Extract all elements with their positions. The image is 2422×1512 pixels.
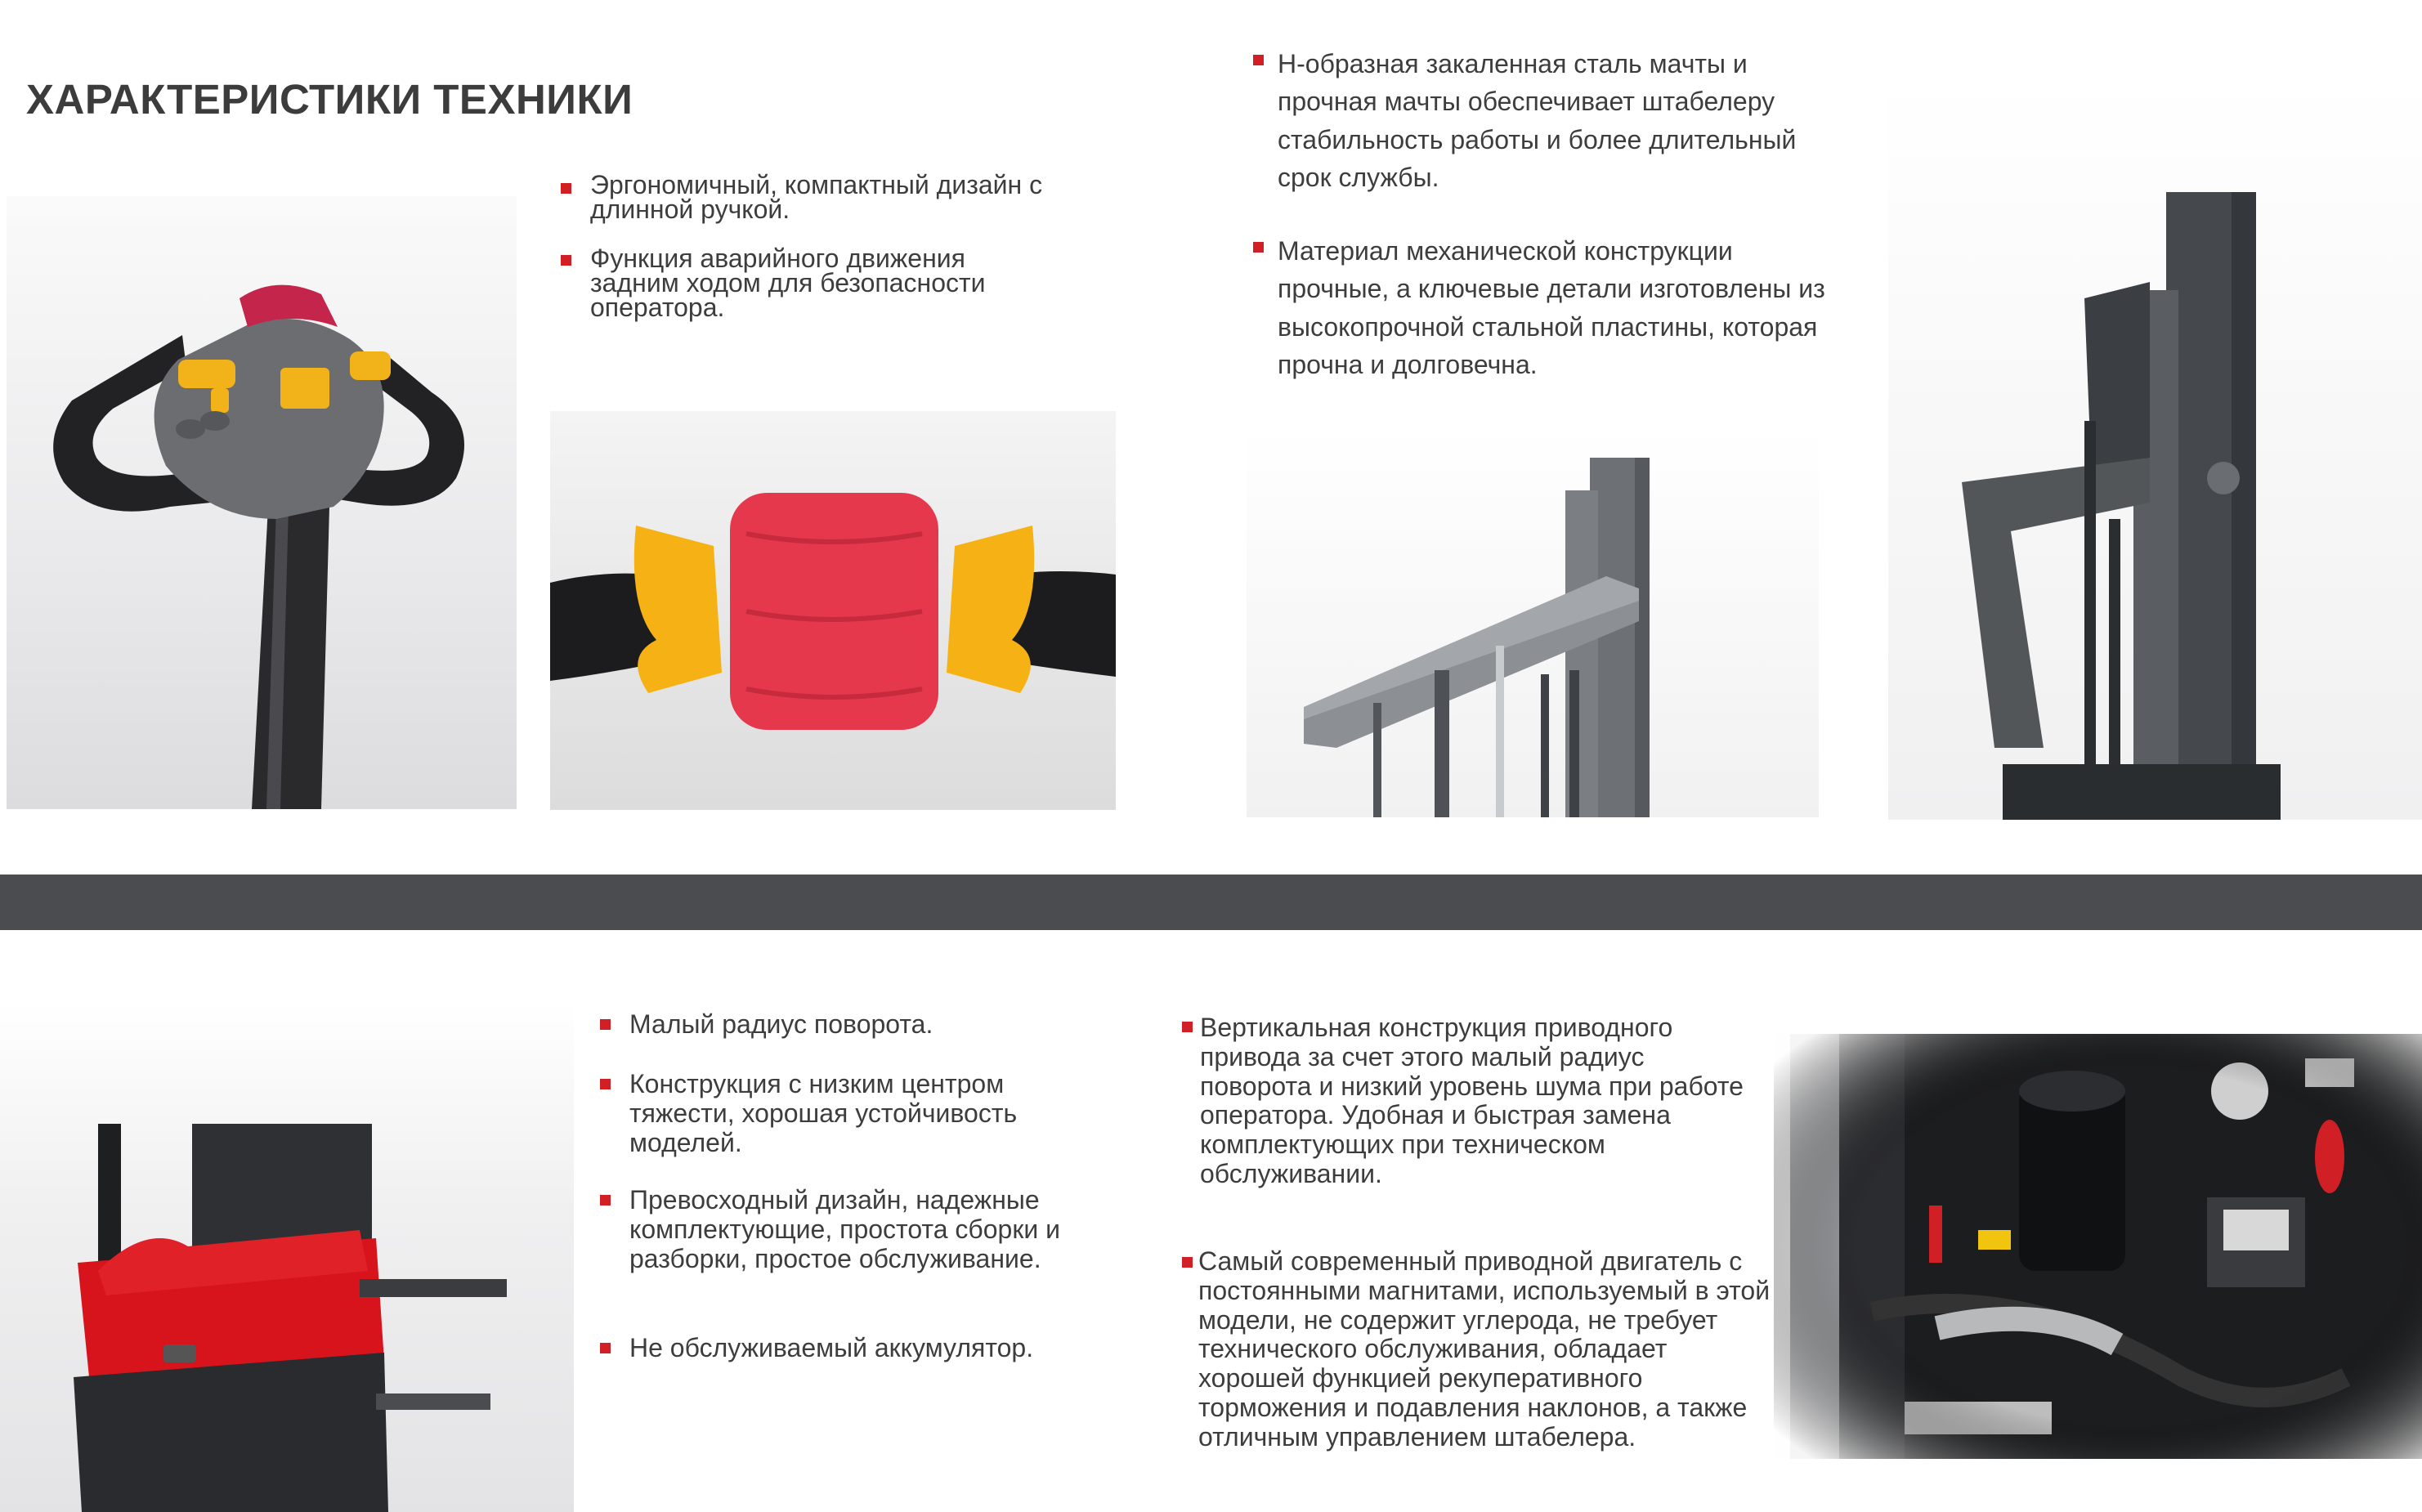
feature-material: Материал механической конструкции прочные, а ключевые детали изготовлены из высокопрочной стальной пластины, которая прочна и долговечна. xyxy=(1278,236,1825,380)
feature-emergency-reverse: Функция аварийного движения задним ходом для безопасности оператора. xyxy=(590,244,986,322)
feature-pm-motor: Самый современный приводной двигатель с постоянными магнитами, используемый в этой модели, не содержит углерода, не требует технического обслуживания, обладает хорошей функцией рекуперативного торможения и подавления наклонов, а также отличным управлением штабелера. xyxy=(1198,1246,1771,1452)
mast-side-photo xyxy=(1888,78,2422,820)
bullet xyxy=(1182,1257,1193,1268)
bullet xyxy=(600,1195,611,1206)
mast-top-photo xyxy=(1247,425,1819,817)
feature-design-reliability: Превосходный дизайн, надежные комплектующие, простота сборки и разборки, простое обслуживание. xyxy=(629,1185,1060,1273)
feature-h-mast: Н-образная закаленная сталь мачты и прочная мачты обеспечивает штабелеру стабильность работы и более длительный срок службы. xyxy=(1278,49,1797,193)
bullet xyxy=(600,1343,611,1353)
bullet xyxy=(600,1019,611,1030)
stacker-body-photo xyxy=(0,1001,574,1512)
bullet xyxy=(1253,55,1264,65)
bullet xyxy=(1182,1022,1193,1032)
bullet xyxy=(600,1079,611,1089)
feature-turning-radius: Малый радиус поворота. xyxy=(629,1009,933,1039)
feature-low-center-gravity: Конструкция с низким центром тяжести, хорошая устойчивость моделей. xyxy=(629,1069,1018,1157)
bullet xyxy=(561,255,571,266)
control-handle-photo xyxy=(7,196,517,809)
feature-vertical-drive: Вертикальная конструкция приводного привода за счет этого малый радиус поворота и низкий уровень шума при работе оператора. Удобная и быстрая замена комплектующих при техническом обслуживании. xyxy=(1200,1013,1744,1189)
section-divider-band xyxy=(0,875,2422,930)
bullet xyxy=(561,183,571,194)
feature-ergonomic: Эргономичный, компактный дизайн с длинной ручкой. xyxy=(590,170,1043,224)
page-title: ХАРАКТЕРИСТИКИ ТЕХНИКИ xyxy=(26,76,633,123)
feature-maintenance-free-battery: Не обслуживаемый аккумулятор. xyxy=(629,1333,1034,1362)
bullet xyxy=(1253,242,1264,253)
drive-motor-photo xyxy=(1774,1034,2422,1459)
handle-closeup-photo xyxy=(550,411,1116,810)
